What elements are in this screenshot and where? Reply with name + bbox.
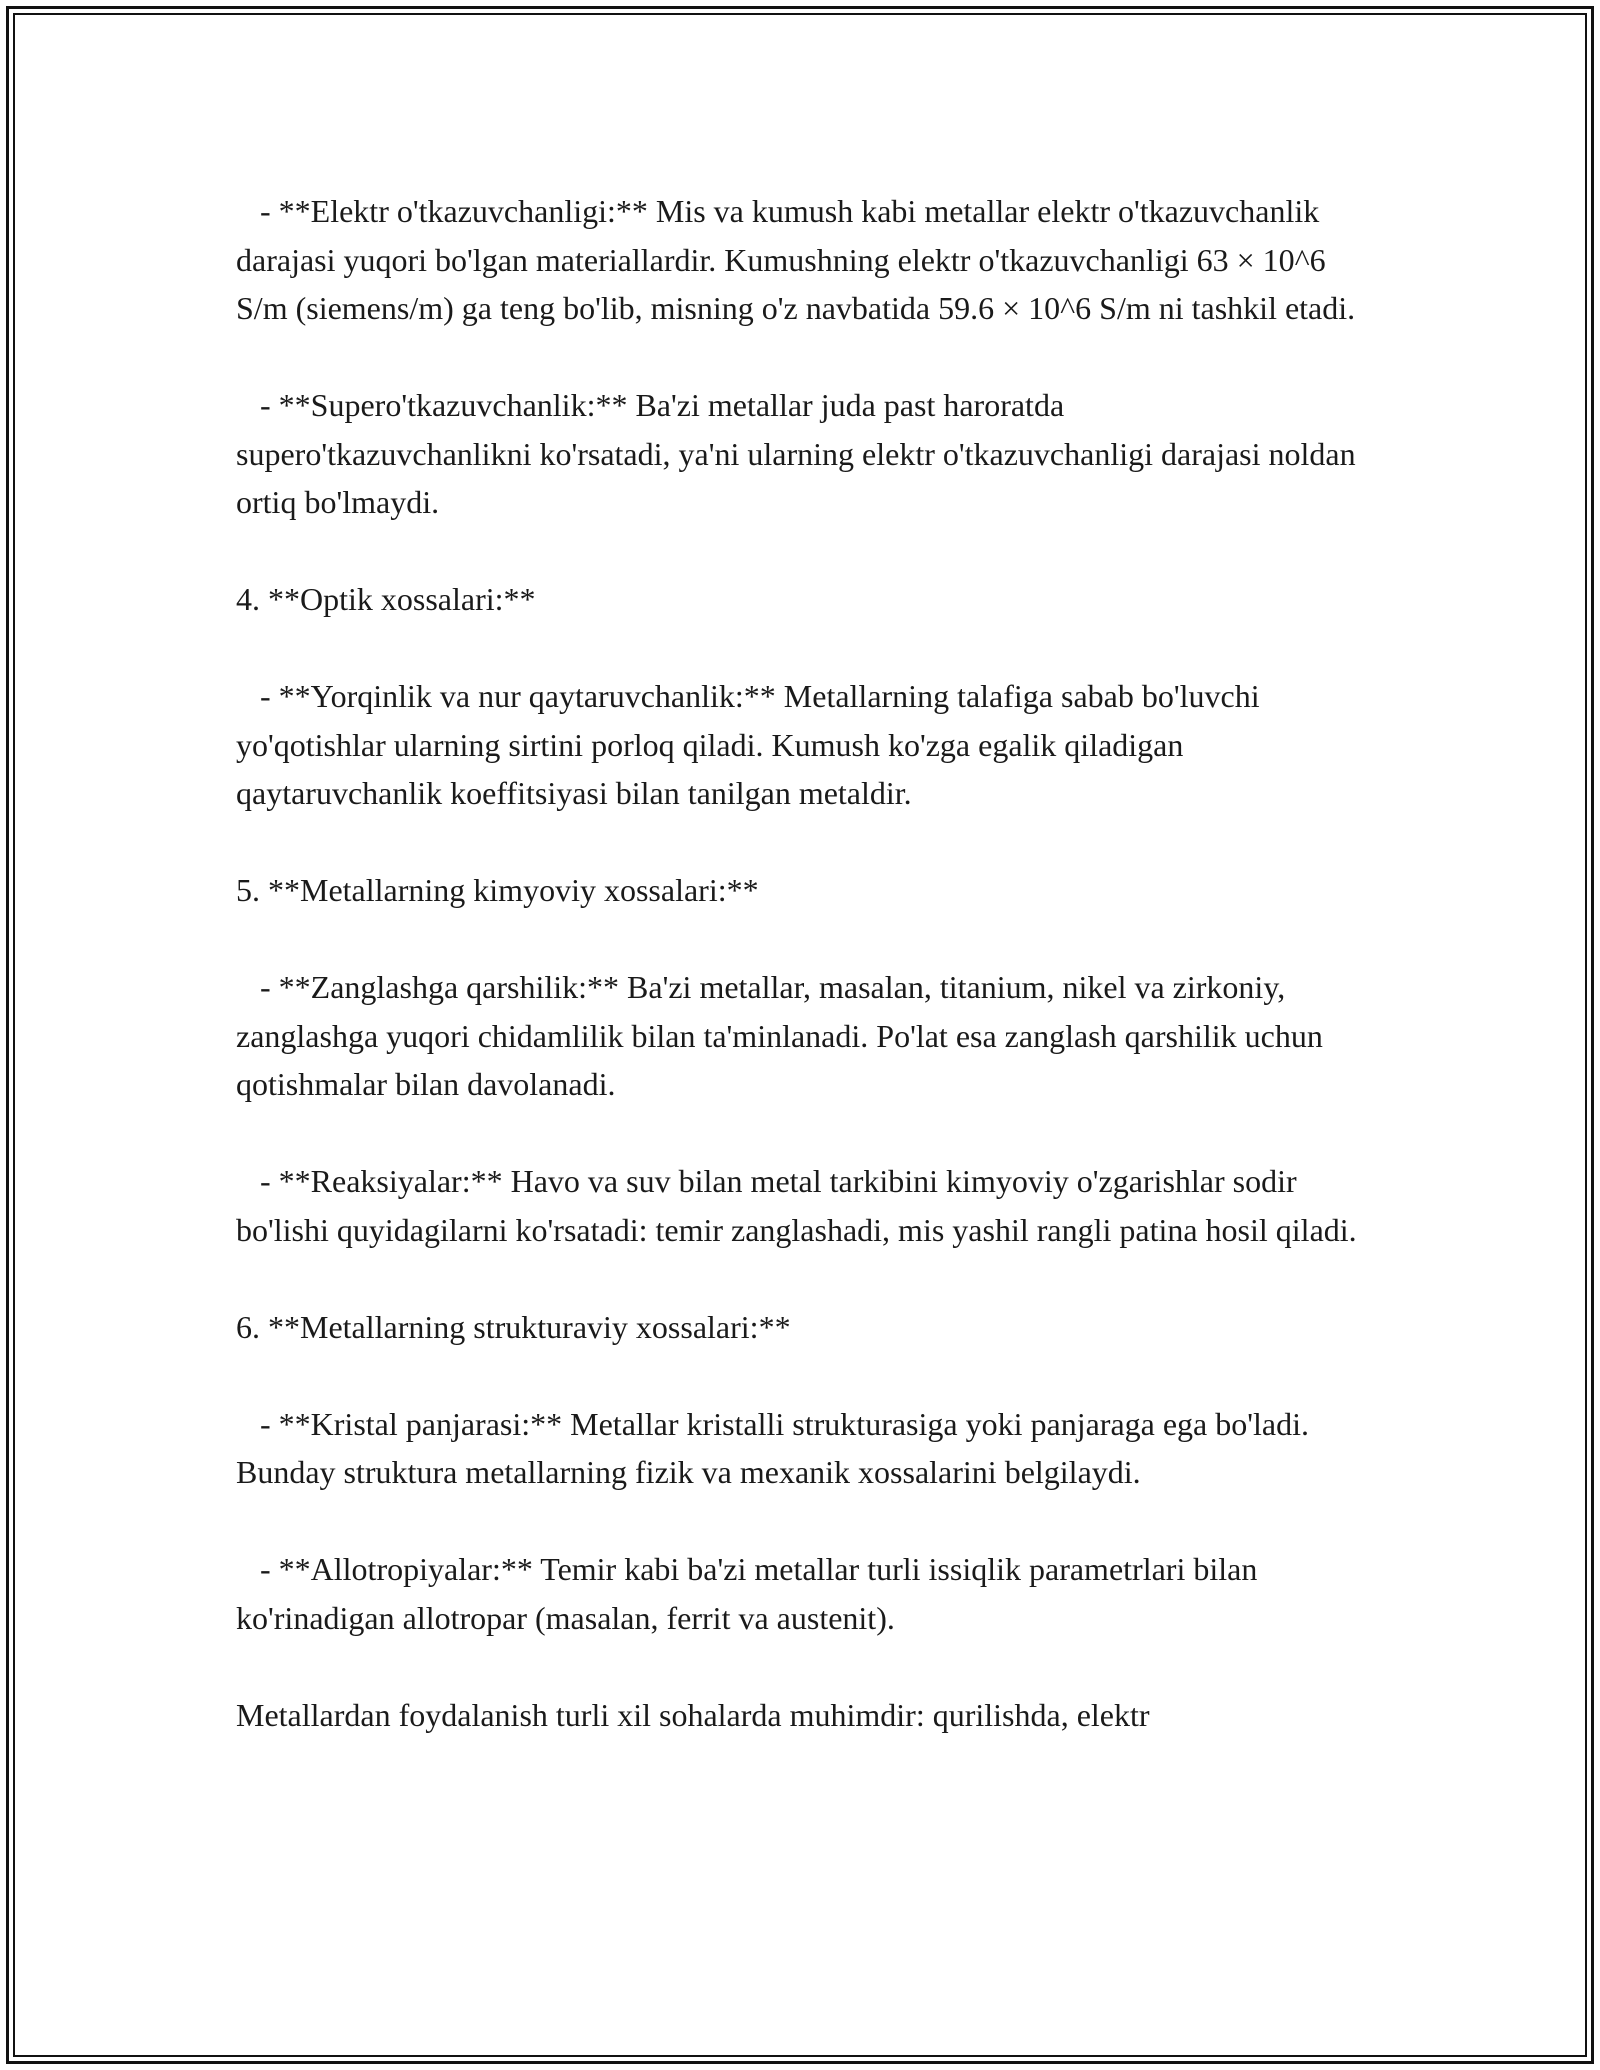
heading-optical-properties: 4. **Optik xossalari:** — [236, 581, 536, 617]
paragraph-crystal-lattice: - **Kristal panjarasi:** Metallar kristalli strukturasiga yoki panjaraga ega bo'ladi. Bunday struktura metallarning fizik va mexanik xossalarini belgilaydi. — [236, 1405, 1317, 1490]
paragraph-reactions: - **Reaksiyalar:** Havo va suv bilan metal tarkibini kimyoviy o'zgarishlar sodir bo'lishi quyidagilarni ko'rsatadi: temir zanglashadi, mis yashil rangli patina hosil qiladi. — [236, 1163, 1357, 1248]
paragraph-luster-reflectivity: - **Yorqinlik va nur qaytaruvchanlik:** Metallarning talafiga sabab bo'luvchi yo'qotishlar ularning sirtini porloq qiladi. Kumush ko'zga egalik qiladigan qaytaruvchanlik koeffitsiyasi bilan tanilgan metaldir. — [236, 678, 1268, 811]
paragraph-metal-usage: Metallardan foydalanish turli xil sohalarda muhimdir: qurilishda, elektr — [236, 1696, 1150, 1733]
heading-chemical-properties: 5. **Metallarning kimyoviy xossalari:** — [236, 872, 759, 908]
paragraph-corrosion-resistance: - **Zanglashga qarshilik:** Ba'zi metallar, masalan, titanium, nikel va zirkoniy, zanglashga yuqori chidamlilik bilan ta'minlanadi. Po'lat esa zanglash qarshilik uchun qotishmalar bilan davolanadi. — [236, 969, 1331, 1102]
paragraph-electrical-conductivity: - **Elektr o'tkazuvchanligi:** Mis va kumush kabi metallar elektr o'tkazuvchanlik darajasi yuqori bo'lgan materiallardir. Kumushning elektr o'tkazuvchanligi 63 × 10^6 S/m (siemens/m) ga teng bo'lib, misning o'z navbatida 59.6 × 10^6 S/m ni tashkil etadi. — [236, 193, 1356, 326]
document-body — [236, 187, 1366, 1739]
heading-structural-properties: 6. **Metallarning strukturaviy xossalari:** — [236, 1308, 791, 1345]
paragraph-superconductivity: - **Supero'tkazuvchanlik:** Ba'zi metallar juda past haroratda supero'tkazuvchanlikni ko'rsatadi, ya'ni ularning elektr o'tkazuvchanligi darajasi noldan ortiq bo'lmaydi. — [236, 387, 1364, 520]
paragraph-allotropes: - **Allotropiyalar:** Temir kabi ba'zi metallar turli issiqlik parametrlari bilan ko'rinadigan allotropar (masalan, ferrit va austenit). — [236, 1551, 1266, 1636]
